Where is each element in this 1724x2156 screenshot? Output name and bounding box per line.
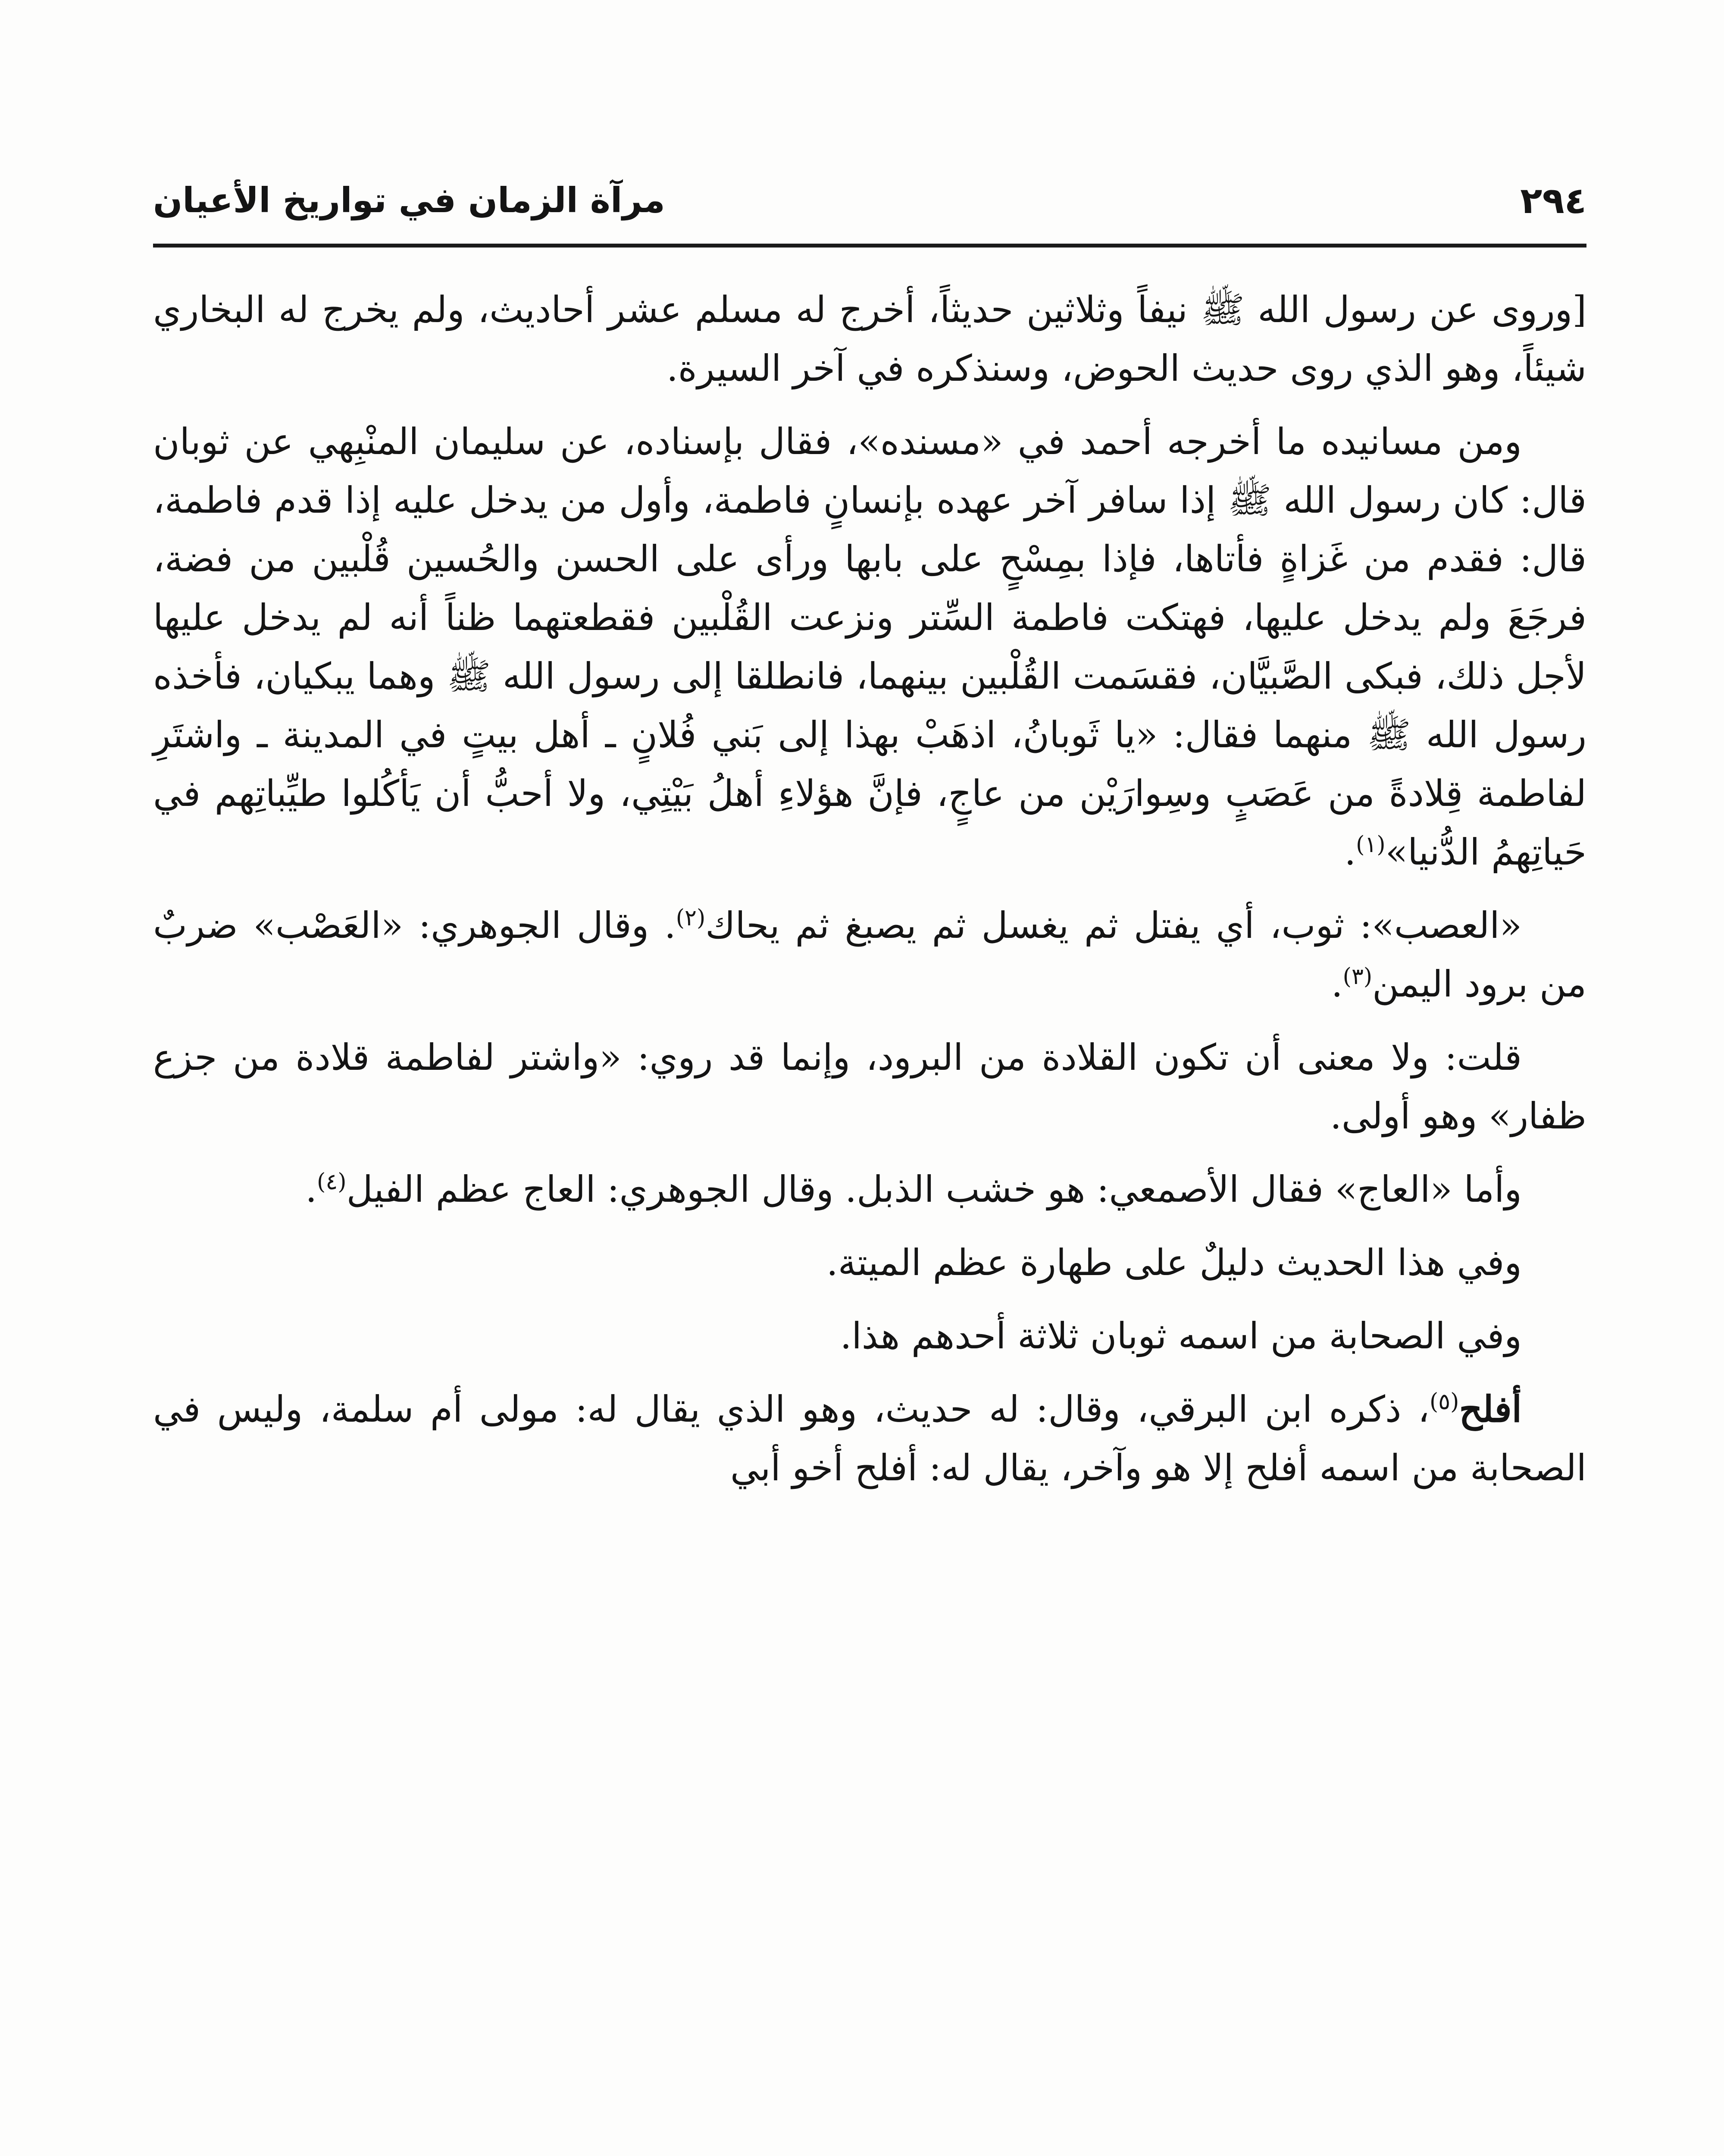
paragraph-4 <box>153 1028 1586 1145</box>
footnote-ref-1: (١) <box>1356 832 1386 858</box>
paragraph-1 <box>153 280 1586 398</box>
paragraph-7-text: وفي الصحابة من اسمه ثوبان ثلاثة أحدهم هذا. <box>840 1315 1522 1357</box>
running-title: مرآة الزمان في تواريخ الأعيان <box>153 180 665 220</box>
footnote-ref-2: (٢) <box>676 905 706 931</box>
page-header <box>153 170 1586 244</box>
paragraph-5-period: . <box>305 1168 317 1210</box>
paragraph-3-text: «العصب»: ثوب، أي يفتل ثم يغسل ثم يصبغ ثم يحاك <box>705 904 1522 946</box>
footnote-ref-4: (٤) <box>317 1169 347 1195</box>
entry-comma: ، <box>1417 1388 1430 1430</box>
paragraph-3-tail: . وقال الجوهري: «العَصْب» ضربٌ من برود اليمن <box>153 904 1586 1005</box>
paragraph-8 <box>153 1380 1586 1497</box>
footnote-ref-5: (٥) <box>1429 1389 1459 1415</box>
paragraph-2 <box>153 412 1586 881</box>
paragraph-5 <box>153 1160 1586 1219</box>
page-number: ٢٩٤ <box>1520 179 1586 222</box>
paragraph-1-text: [وروى عن رسول الله ﷺ نيفاً وثلاثين حديثاً، أخرج له مسلم عشر أحاديث، ولم يخرج له البخاري شيئاً، وهو الذي روى حديث الحوض، وسنذكره في آخر السيرة. <box>153 288 1586 389</box>
paragraph-8-text: ذكره ابن البرقي، وقال: له حديث، وهو الذي يقال له: مولى أم سلمة، وليس في الصحابة من اسمه أفلح إلا هو وآخر، يقال له: أفلح أخو أبي <box>153 1388 1586 1489</box>
paragraph-5-text: وأما «العاج» فقال الأصمعي: هو خشب الذبل. وقال الجوهري: العاج عظم الفيل <box>346 1168 1522 1210</box>
main-text <box>153 280 1586 1512</box>
footnote-ref-3: (٣) <box>1342 964 1373 990</box>
paragraph-3 <box>153 896 1586 1013</box>
paragraph-6-text: وفي هذا الحديث دليلٌ على طهارة عظم الميتة. <box>826 1241 1522 1284</box>
header-rule <box>153 244 1586 248</box>
entry-name: أفلح <box>1459 1388 1522 1430</box>
paragraph-7 <box>153 1307 1586 1365</box>
paragraph-4-text: قلت: ولا معنى أن تكون القلادة من البرود، وإنما قد روي: «واشتر لفاطمة قلادة من جزع ظفار» وهو أولى. <box>153 1036 1586 1137</box>
paragraph-3-period: . <box>1331 963 1343 1005</box>
paragraph-6 <box>153 1233 1586 1292</box>
paragraph-2-text: ومن مسانيده ما أخرجه أحمد في «مسنده»، فقال بإسناده، عن سليمان المنْبِهي عن ثوبان قال: كان رسول الله ﷺ إذا سافر آخر عهده بإنسانٍ فاطمة، وأول من يدخل عليه إذا قدم فاطمة، قال: فقدم من غَزاةٍ فأتاها، فإذا بمِسْحٍ على بابها ورأى على الحسن والحُسين قُلْبين من فضة، فرجَعَ ولم يدخل عليها، فهتكت فاطمة السِّتر ونزعت القُلْبين فقطعتهما ظناً أنه لم يدخل عليها لأجل ذلك، فبكى الصَّبيَّان، فقسَمت القُلْبين بينهما، فانطلقا إلى رسول الله ﷺ وهما يبكيان، فأخذه رسول الله ﷺ منهما فقال: «يا ثَوبانُ، اذهَبْ بهذا إلى بَني فُلانٍ ـ أهل بيتٍ في المدينة ـ واشتَرِ لفاطمة قِلادةً من عَصَبٍ وسِوارَيْن من عاجٍ، فإنَّ هؤلاءِ أهلُ بَيْتِي، ولا أحبُّ أن يَأكُلوا طيِّباتِهم في حَياتِهمُ الدُّنيا» <box>153 420 1586 873</box>
paragraph-2-period: . <box>1344 831 1356 873</box>
